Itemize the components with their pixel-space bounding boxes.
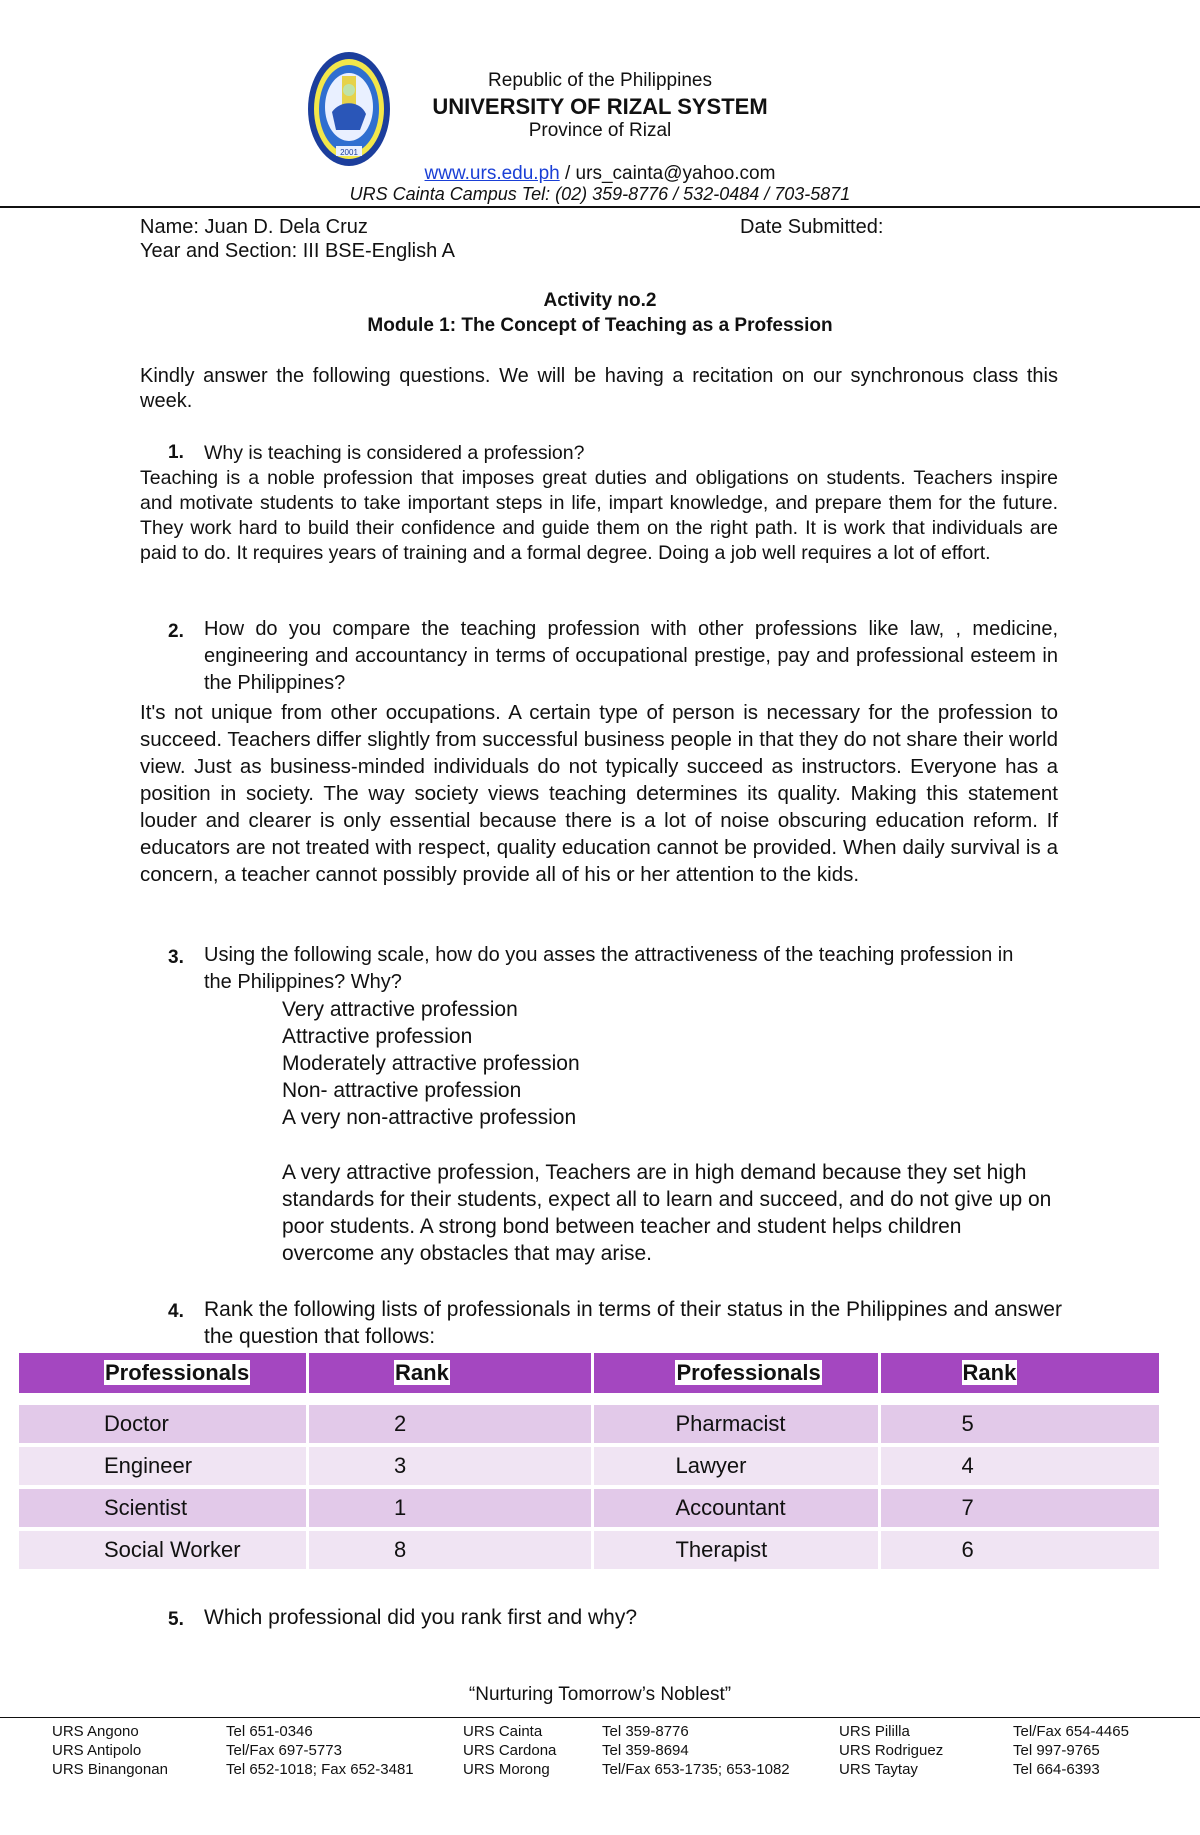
table-cell: Scientist [19,1489,306,1527]
q2-question: How do you compare the teaching profession with other professions like law, , medicine, engineering and accountancy in terms of occupational prestige, pay and professional esteem in the Philippines? [204,618,1058,694]
footer-campus: URS Cainta [463,1723,543,1740]
q1-question: Why is teaching is considered a profession? [204,442,585,464]
table-cell: Engineer [19,1447,306,1485]
footer-campus: URS Rodriguez [839,1742,944,1759]
header-province: Province of Rizal [528,120,672,141]
footer-phone: Tel 359-8694 [602,1742,689,1759]
table-cell: 8 [309,1531,591,1569]
footer-campus: URS Binangonan [52,1761,168,1778]
footer-phone: Tel 664-6393 [1013,1761,1100,1778]
footer-phone: Tel 359-8776 [602,1723,689,1740]
date-submitted: Date Submitted: [740,216,884,238]
professionals-rank-table [16,1349,1162,1573]
header-divider [0,206,1200,208]
table-cell: 4 [881,1447,1159,1485]
q4-number: 4. [168,1301,184,1322]
table-header-cell [309,1353,591,1393]
table-header-row [19,1353,1159,1393]
q4-question: Rank the following lists of professionals in terms of their status in the Philippines and answer the question that follows: [204,1298,1062,1348]
instructions: Kindly answer the following questions. We will be having a recitation on our synchronous class this week. [140,365,1058,412]
header-professionals-2: Professionals [676,1360,821,1385]
activity-title: Activity no.2 [543,290,657,311]
q3-question: Using the following scale, how do you asses the attractiveness of the teaching profession in the Philippines? Why? [204,944,1014,993]
table-header-cell [594,1353,877,1393]
footer-campus: URS Cardona [463,1742,557,1759]
year-section: Year and Section: III BSE-English A [140,240,456,262]
table-header-cell [19,1353,306,1393]
scale-option-1: Very attractive profession [282,998,518,1021]
table-cell: 7 [881,1489,1159,1527]
scale-option-4: Non- attractive profession [282,1079,522,1102]
q2-number: 2. [168,621,184,642]
seal-year: 2001 [340,148,358,157]
footer-phone: Tel/Fax 654-4465 [1013,1723,1129,1740]
q5-number: 5. [168,1609,184,1630]
table-cell: 1 [309,1489,591,1527]
table-row [19,1531,1159,1569]
table-header-cell [881,1353,1159,1393]
table-row [19,1447,1159,1485]
scale-option-2: Attractive profession [282,1025,473,1048]
module-title: Module 1: The Concept of Teaching as a Profession [367,315,833,336]
table-row [19,1405,1159,1443]
scale-option-3: Moderately attractive profession [282,1052,580,1075]
table-cell: Accountant [594,1489,877,1527]
table-cell: Pharmacist [594,1405,877,1443]
q1-answer: Teaching is a noble profession that imposes great duties and obligations on students. Teachers inspire and motivate students to take important steps in life, impart knowledge, and prepare them for the future. They work hard to build their confidence and guide them on the right path. It is work that individuals are paid to do. It requires years of training and a formal degree. Doing a job well requires a lot of effort. [140,467,1058,564]
footer-phone: Tel 997-9765 [1013,1742,1100,1759]
footer-phone: Tel 652-1018; Fax 652-3481 [226,1761,414,1778]
table-row [19,1489,1159,1527]
scale-option-5: A very non-attractive profession [282,1106,577,1129]
footer-campus: URS Taytay [839,1761,918,1778]
footer-phone: Tel 651-0346 [226,1723,313,1740]
q1-number: 1. [168,442,184,463]
table-cell: 6 [881,1531,1159,1569]
table-cell: Doctor [19,1405,306,1443]
table-cell: 3 [309,1447,591,1485]
table-cell: Therapist [594,1531,877,1569]
header-rank-2: Rank [962,1360,1017,1385]
header-rank: Rank [395,1360,449,1385]
footer-campus: URS Antipolo [52,1742,142,1759]
footer-phone: Tel/Fax 653-1735; 653-1082 [602,1761,790,1778]
header-campus-phone: URS Cainta Campus Tel: (02) 359-8776 / 532-0484 / 703-5871 [349,184,851,204]
header-university-name: UNIVERSITY OF RIZAL SYSTEM [432,94,768,119]
header-republic: Republic of the Philippines [488,70,712,91]
header-professionals: Professionals [105,1360,250,1385]
student-name: Name: Juan D. Dela Cruz [140,216,368,238]
email-text: / urs_cainta@yahoo.com [559,163,776,184]
footer-campus: URS Angono [52,1723,139,1740]
table-cell: Social Worker [19,1531,306,1569]
footer-campus: URS Pililla [839,1723,910,1740]
q2-answer: It's not unique from other occupations. A certain type of person is necessary for the profession to succeed. Teachers differ slightly from successful business people in that they do not share their world view. Just as business-minded individuals do not typically succeed as instructors. Everyone has a position in society. The way society views teaching determines its quality. Making this statement louder and clearer is only essential because there is a lot of noise obscuring education reform. If educators are not treated with respect, quality education cannot be provided. When daily survival is a concern, a teacher cannot possibly provide all of his or her attention to the kids. [140,701,1058,886]
website-link[interactable]: www.urs.edu.ph [424,163,560,184]
footer-campus: URS Morong [463,1761,550,1778]
footer-motto: “Nurturing Tomorrow’s Noblest” [468,1684,732,1705]
q3-answer: A very attractive profession, Teachers are in high demand because they set high standards for their students, expect all to learn and succeed, and do not give up on poor students. A strong bond between teacher and student helps children overcome any obstacles that may arise. [282,1161,1052,1265]
footer-phone: Tel/Fax 697-5773 [226,1742,342,1759]
footer-divider [0,1717,1200,1718]
table-cell: 5 [881,1405,1159,1443]
table-cell: 2 [309,1405,591,1443]
q3-number: 3. [168,947,184,968]
header-contact [325,163,875,185]
table-cell: Lawyer [594,1447,877,1485]
q5-question: Which professional did you rank first and why? [204,1606,638,1629]
